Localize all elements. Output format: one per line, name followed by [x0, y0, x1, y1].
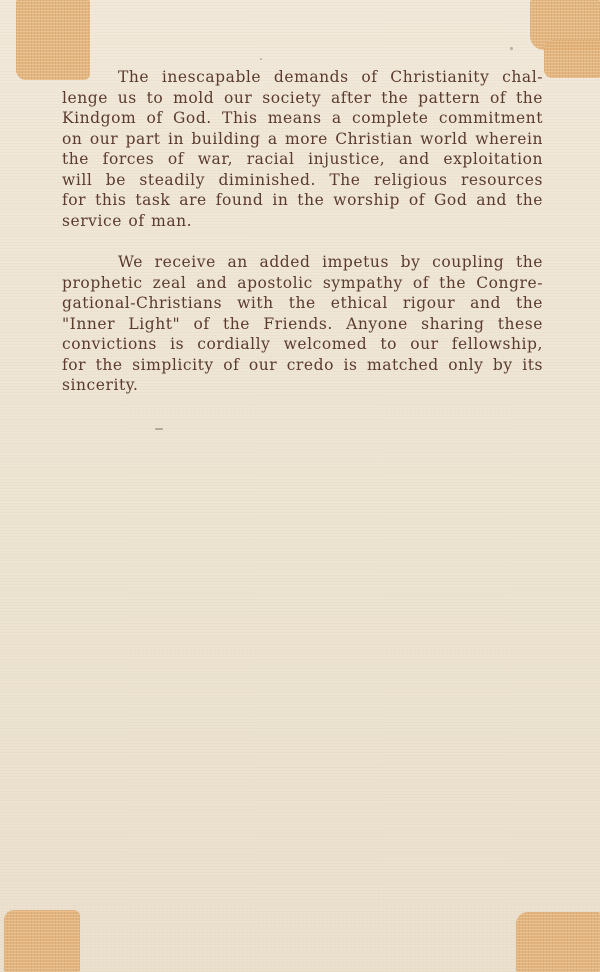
text-line: convictions is cordially welcomed to our fellowship,	[62, 335, 543, 353]
paragraph-christianity-demands	[62, 67, 543, 231]
text-line: for this task are found in the worship of God and the	[62, 191, 543, 209]
text-line: The inescapable demands of Christianity chal-	[118, 68, 543, 86]
text-line: prophetic zeal and apostolic sympathy of the Congre-	[62, 273, 543, 292]
text-line: gational-Christians with the ethical rigour and the	[62, 294, 543, 312]
tape-stain-top-right-lower	[544, 40, 600, 78]
paper-speck	[510, 47, 513, 50]
text-line: We receive an added impetus by coupling the	[118, 253, 543, 271]
paper-speck	[260, 58, 262, 60]
text-line: on our part in building a more Christian world wherein	[62, 129, 543, 148]
paper-speck	[155, 428, 163, 430]
text-line: sincerity.	[62, 376, 139, 394]
paragraph-fellowship	[62, 252, 543, 396]
text-line: lenge us to mold our society after the pattern of the	[62, 88, 543, 107]
text-line: the forces of war, racial injustice, and exploitation	[62, 150, 543, 168]
tape-stain-bottom-right	[516, 912, 600, 972]
tape-stain-bottom-left	[4, 910, 80, 972]
text-line: "Inner Light" of the Friends. Anyone sharing these	[62, 314, 543, 333]
text-line: Kindgom of God. This means a complete commitment	[62, 109, 543, 127]
text-line: will be steadily diminished. The religious resources	[62, 170, 543, 189]
text-line: service of man.	[62, 211, 193, 230]
text-line: for the simplicity of our credo is matched only by its	[62, 355, 543, 374]
